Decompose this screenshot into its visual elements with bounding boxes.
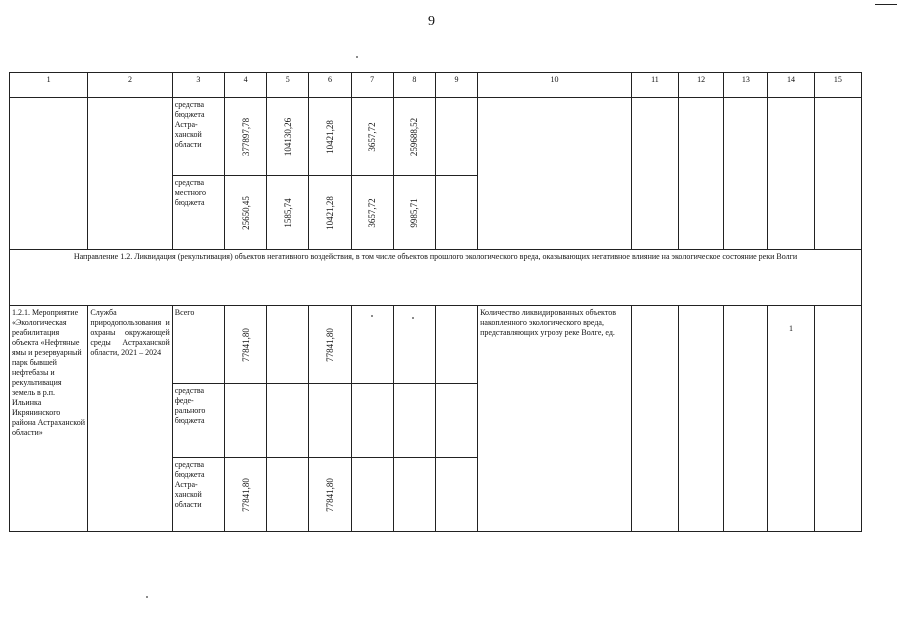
col-header-7: 7 bbox=[351, 73, 393, 98]
section-title: Направление 1.2. Ликвидация (рекультивация) объектов негативного воздействия, в том числе объектов прошлого экологического вреда, оказывающих негативное влияние на экологическое состояние реки Волги bbox=[10, 250, 862, 306]
value-cell-5: 1585,74 bbox=[267, 176, 309, 250]
source-label: средства местного бюджета bbox=[172, 176, 224, 250]
indicator-text: Количество ликвидированных объектов накопленного экологического вреда, представляющих угрозу реке Волге, ед. bbox=[478, 306, 632, 532]
empty-cell bbox=[679, 306, 724, 532]
empty-cell bbox=[267, 384, 309, 458]
empty-cell bbox=[351, 306, 393, 384]
col-header-9: 9 bbox=[435, 73, 477, 98]
col-header-4: 4 bbox=[224, 73, 266, 98]
empty-cell bbox=[435, 176, 477, 250]
empty-cell bbox=[478, 98, 632, 250]
empty-cell bbox=[224, 384, 266, 458]
value-cell-4: 77841,80 bbox=[224, 458, 266, 532]
value-cell-6: 77841,80 bbox=[309, 306, 351, 384]
empty-cell bbox=[435, 384, 477, 458]
value-cell-6: 77841,80 bbox=[309, 458, 351, 532]
value-cell-7: 3657,72 bbox=[351, 98, 393, 176]
col-header-13: 13 bbox=[724, 73, 768, 98]
source-label: Всего bbox=[172, 306, 224, 384]
col-header-6: 6 bbox=[309, 73, 351, 98]
empty-cell bbox=[724, 98, 768, 250]
empty-cell bbox=[631, 306, 678, 532]
corner-mark bbox=[875, 4, 897, 5]
col-header-14: 14 bbox=[768, 73, 814, 98]
empty-cell bbox=[88, 98, 172, 250]
source-label: средства бюджета Астра- ханской области bbox=[172, 98, 224, 176]
empty-cell bbox=[631, 98, 678, 250]
program-table bbox=[9, 72, 862, 532]
empty-cell bbox=[435, 98, 477, 176]
scan-speck bbox=[371, 315, 373, 317]
source-label: средства бюджета Астра- ханской области bbox=[172, 458, 224, 532]
empty-cell bbox=[393, 306, 435, 384]
empty-cell bbox=[393, 384, 435, 458]
value-cell-7: 3657,72 bbox=[351, 176, 393, 250]
col-header-3: 3 bbox=[172, 73, 224, 98]
value-cell-6: 10421,28 bbox=[309, 98, 351, 176]
section-row bbox=[10, 250, 862, 306]
empty-cell bbox=[724, 306, 768, 532]
col-header-10: 10 bbox=[478, 73, 632, 98]
empty-cell bbox=[435, 306, 477, 384]
col-header-5: 5 bbox=[267, 73, 309, 98]
indicator-value: 1 bbox=[768, 306, 814, 532]
scan-speck bbox=[412, 317, 414, 319]
empty-cell bbox=[10, 98, 88, 250]
empty-cell bbox=[814, 306, 861, 532]
table-row bbox=[10, 98, 862, 176]
value-cell-6: 10421,28 bbox=[309, 176, 351, 250]
empty-cell bbox=[267, 306, 309, 384]
empty-cell bbox=[768, 98, 814, 250]
value-cell-4: 25650,45 bbox=[224, 176, 266, 250]
measure-executor: Служба природопользования и охраны окружающей среды Астраханской области, 2021 – 2024 bbox=[88, 306, 172, 532]
value-cell-8: 259688,52 bbox=[393, 98, 435, 176]
empty-cell bbox=[435, 458, 477, 532]
empty-cell bbox=[393, 458, 435, 532]
value-cell-8: 9985,71 bbox=[393, 176, 435, 250]
page-number: 9 bbox=[428, 14, 435, 29]
table-row bbox=[10, 306, 862, 384]
scan-speck bbox=[146, 596, 148, 598]
value-cell-4: 377897,78 bbox=[224, 98, 266, 176]
empty-cell bbox=[679, 98, 724, 250]
empty-cell bbox=[351, 458, 393, 532]
value-cell-5: 104130,26 bbox=[267, 98, 309, 176]
col-header-8: 8 bbox=[393, 73, 435, 98]
measure-name: 1.2.1. Мероприятие «Экологическая реабилитация объекта «Нефтяные ямы и резервуарный парк бывшей нефтебазы и рекультивация земель в р.п. Ильинка Икрянинского района Астраханской области» bbox=[10, 306, 88, 532]
empty-cell bbox=[351, 384, 393, 458]
value-cell-4: 77841,80 bbox=[224, 306, 266, 384]
empty-cell bbox=[267, 458, 309, 532]
scan-speck bbox=[356, 56, 358, 58]
col-header-15: 15 bbox=[814, 73, 861, 98]
header-row bbox=[10, 73, 862, 98]
col-header-1: 1 bbox=[10, 73, 88, 98]
col-header-12: 12 bbox=[679, 73, 724, 98]
col-header-11: 11 bbox=[631, 73, 678, 98]
empty-cell bbox=[814, 98, 861, 250]
source-label: средства феде- рального бюджета bbox=[172, 384, 224, 458]
col-header-2: 2 bbox=[88, 73, 172, 98]
empty-cell bbox=[309, 384, 351, 458]
